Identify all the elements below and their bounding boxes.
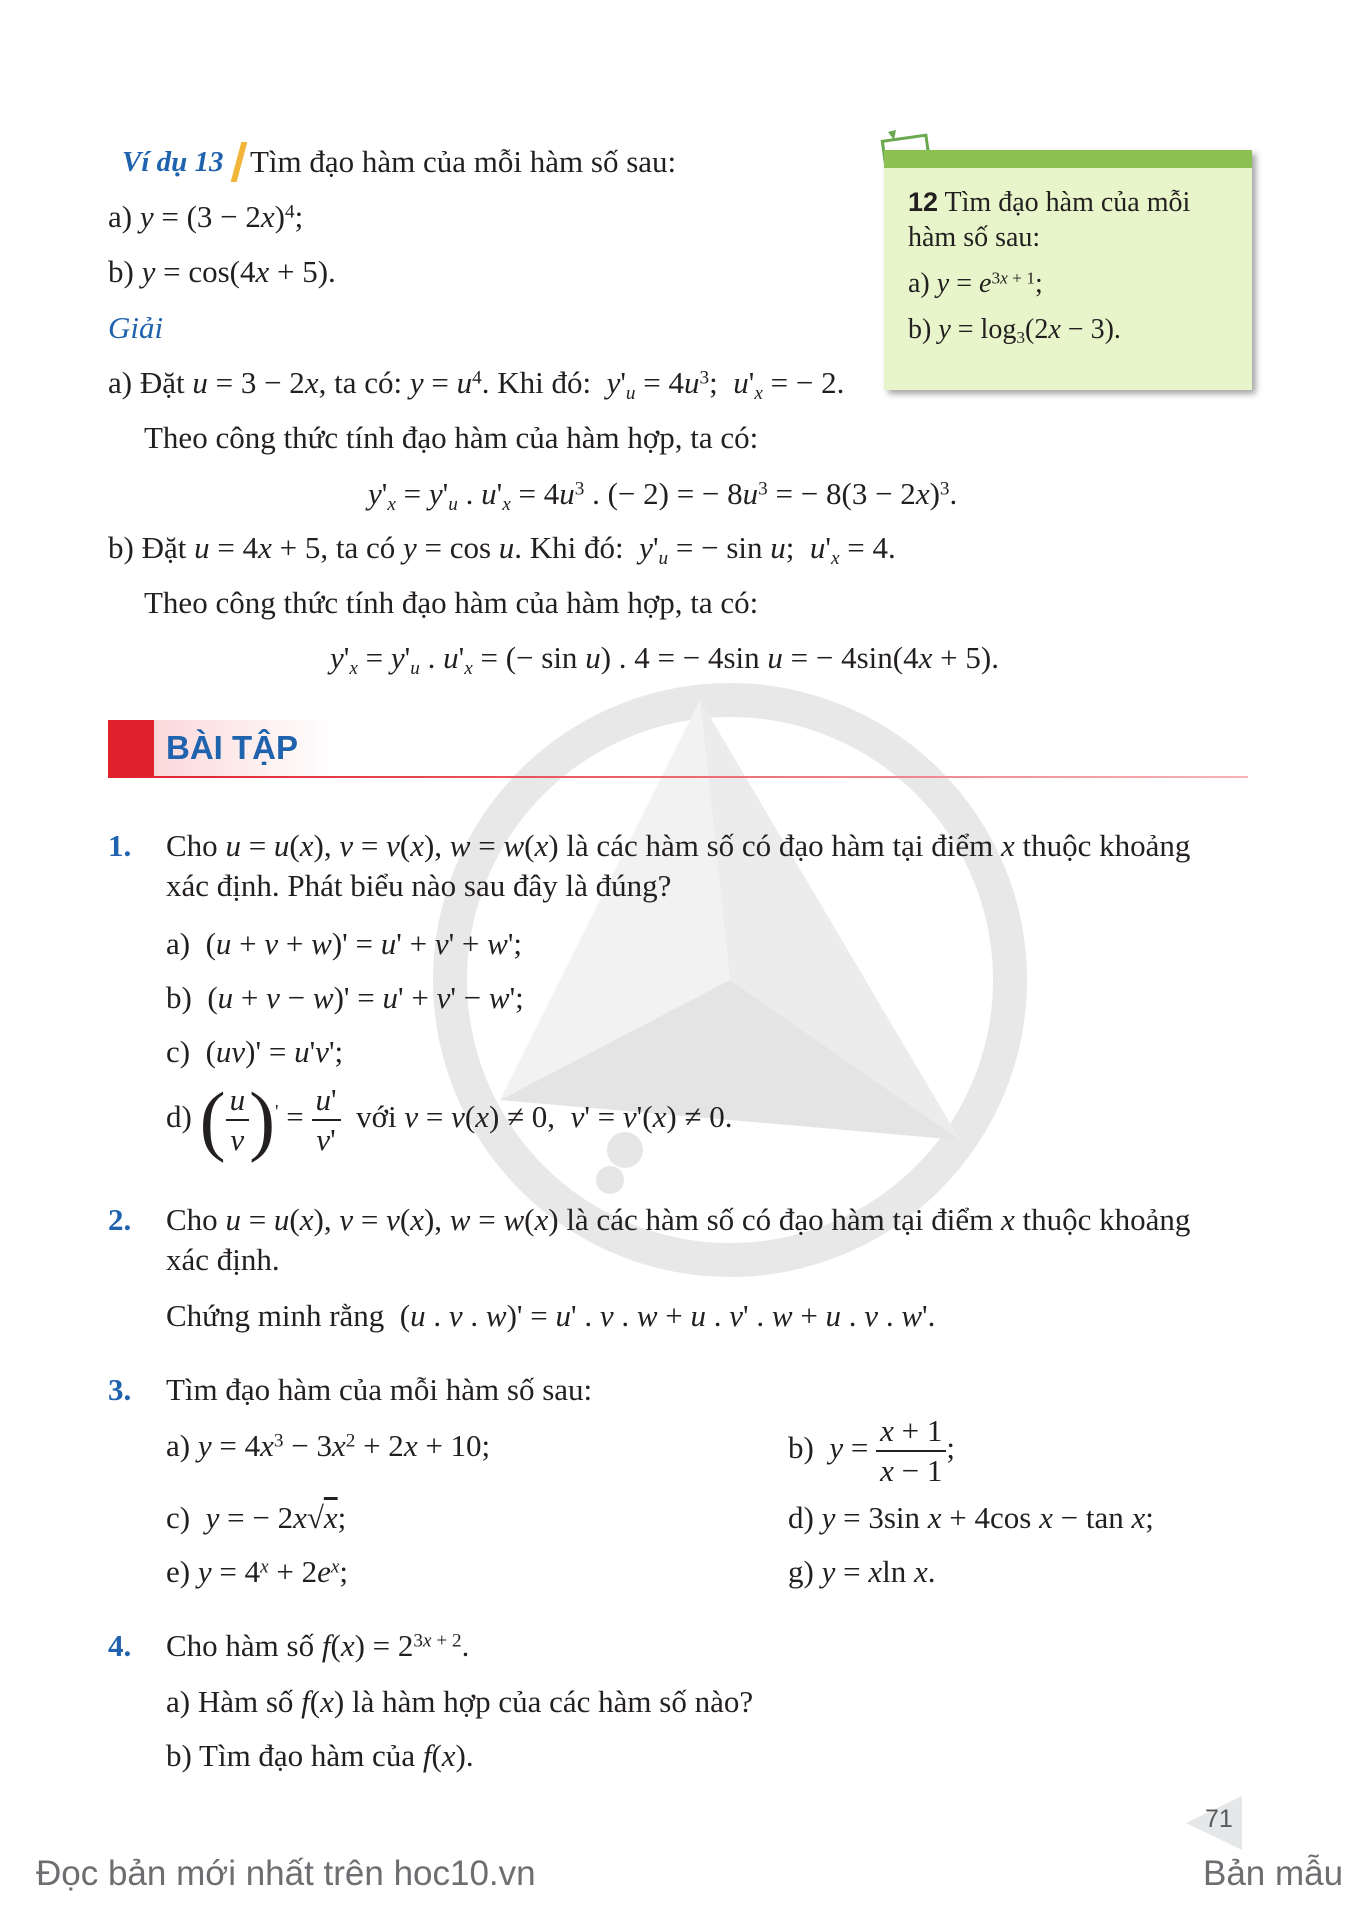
problem-3-a: a) $y = 4x^3 - 3x^2 + 2x + 10$;	[166, 1428, 491, 1463]
problem-4-prompt: Cho hàm số $f(x) = 2^{3x + 2}$.	[166, 1628, 470, 1663]
solution-a-intro: Theo công thức tính đạo hàm của hàm hợp, ta có:	[144, 420, 759, 455]
problem-4-b: b) Tìm đạo hàm của f(x).	[166, 1738, 474, 1773]
problem-3-b: b) y = $\frac{x + 1}{x - 1}$ ;	[788, 1412, 955, 1488]
problem-3-g: g) y = xln x.	[788, 1554, 936, 1589]
problem-2-line-3: Chứng minh rằng (u . v . w)' = u' . v . w + u . v' . w + u . v . w'.	[166, 1298, 936, 1333]
problem-1-number: 1.	[108, 828, 132, 863]
example-label: Ví dụ 13	[108, 142, 238, 182]
exercise-prompt-2: hàm số sau:	[908, 222, 1041, 253]
problem-1-option-d: d) ( $\frac{u}{v}$ )' = $\frac{u'}{v'}$ với v = v(x) ≠ 0, v' = v'(x) ≠ 0.	[166, 1075, 733, 1163]
exercise-line-1	[908, 184, 1190, 221]
problem-1-option-b: b) (u + v − w)' = u' + v' − w';	[166, 980, 524, 1015]
section-title: BÀI TẬP	[166, 729, 298, 766]
page-number: 71	[1205, 1805, 1233, 1833]
problem-4-number: 4.	[108, 1628, 132, 1663]
problem-1-option-a: a) (u + v + w)' = u' + v' + w';	[166, 926, 523, 961]
problem-4-a: a) Hàm số f(x) là hàm hợp của các hàm số nào?	[166, 1684, 754, 1719]
solution-a-formula: $y'_x = y'_u$ . $u'_x = 4u^3$ . (− 2) = − $8u^3$ = − $8(3 - 2x)^3$.	[368, 476, 958, 515]
solution-b-step1: b) Đặt u = 4x + 5, ta có y = cos u. Khi đó: $y'_u$ = − sin u; $u'_x = 4$.	[108, 530, 896, 569]
exercise-item-b: b) $y = \log_3(2x - 3)$.	[908, 314, 1121, 348]
problem-1-line-1: Cho u = u(x), v = v(x), w = w(x) là các hàm số có đạo hàm tại điểm x thuộc khoảng	[166, 828, 1191, 863]
example-item-b: b) y = cos(4x + 5).	[108, 254, 336, 289]
solution-b-formula: $y'_x = y'_u$ . $u'_x$ = (− sin u) . 4 = − 4sin u = − 4sin(4x + 5).	[330, 640, 999, 679]
example-item-a: a) $y = (3 - 2x)^4$;	[108, 199, 304, 234]
problem-3-d: d) y = 3sin x + 4cos x − tan x;	[788, 1500, 1154, 1535]
exercise-item-a: a) $y = e^{3x + 1}$;	[908, 268, 1043, 299]
problem-2-number: 2.	[108, 1202, 132, 1237]
example-prompt: Tìm đạo hàm của mỗi hàm số sau:	[250, 144, 677, 179]
solution-b-intro: Theo công thức tính đạo hàm của hàm hợp, ta có:	[144, 585, 759, 620]
solution-label: Giải	[108, 310, 164, 345]
section-bar	[108, 720, 154, 776]
problem-3-c: c) y = − 2x√x;	[166, 1500, 347, 1535]
exercise-prompt-1: Tìm đạo hàm của mỗi	[944, 187, 1191, 218]
exercise-number: 12	[908, 187, 939, 217]
problem-1-option-c: c) (uv)' = u'v';	[166, 1034, 344, 1069]
solution-a-step1: a) Đặt u = 3 − 2x, ta có: $y = u^4$. Khi đó: $y'_u = 4u^3$; $u'_x$ = − 2.	[108, 365, 845, 404]
problem-1-line-2: xác định. Phát biểu nào sau đây là đúng?	[166, 868, 672, 903]
problem-3-number: 3.	[108, 1372, 132, 1407]
problem-2-line-1: Cho u = u(x), v = v(x), w = w(x) là các hàm số có đạo hàm tại điểm x thuộc khoảng	[166, 1202, 1191, 1237]
section-underline	[108, 776, 1248, 778]
problem-3-e: e) $y = 4^x + 2e^x$;	[166, 1554, 349, 1589]
footer-source-text: Đọc bản mới nhất trên hoc10.vn	[36, 1854, 536, 1893]
footer-draft-label: Bản mẫu	[1203, 1854, 1344, 1893]
exercise-box	[884, 150, 1252, 390]
problem-2-line-2: xác định.	[166, 1242, 280, 1277]
problem-3-prompt: Tìm đạo hàm của mỗi hàm số sau:	[166, 1372, 593, 1407]
